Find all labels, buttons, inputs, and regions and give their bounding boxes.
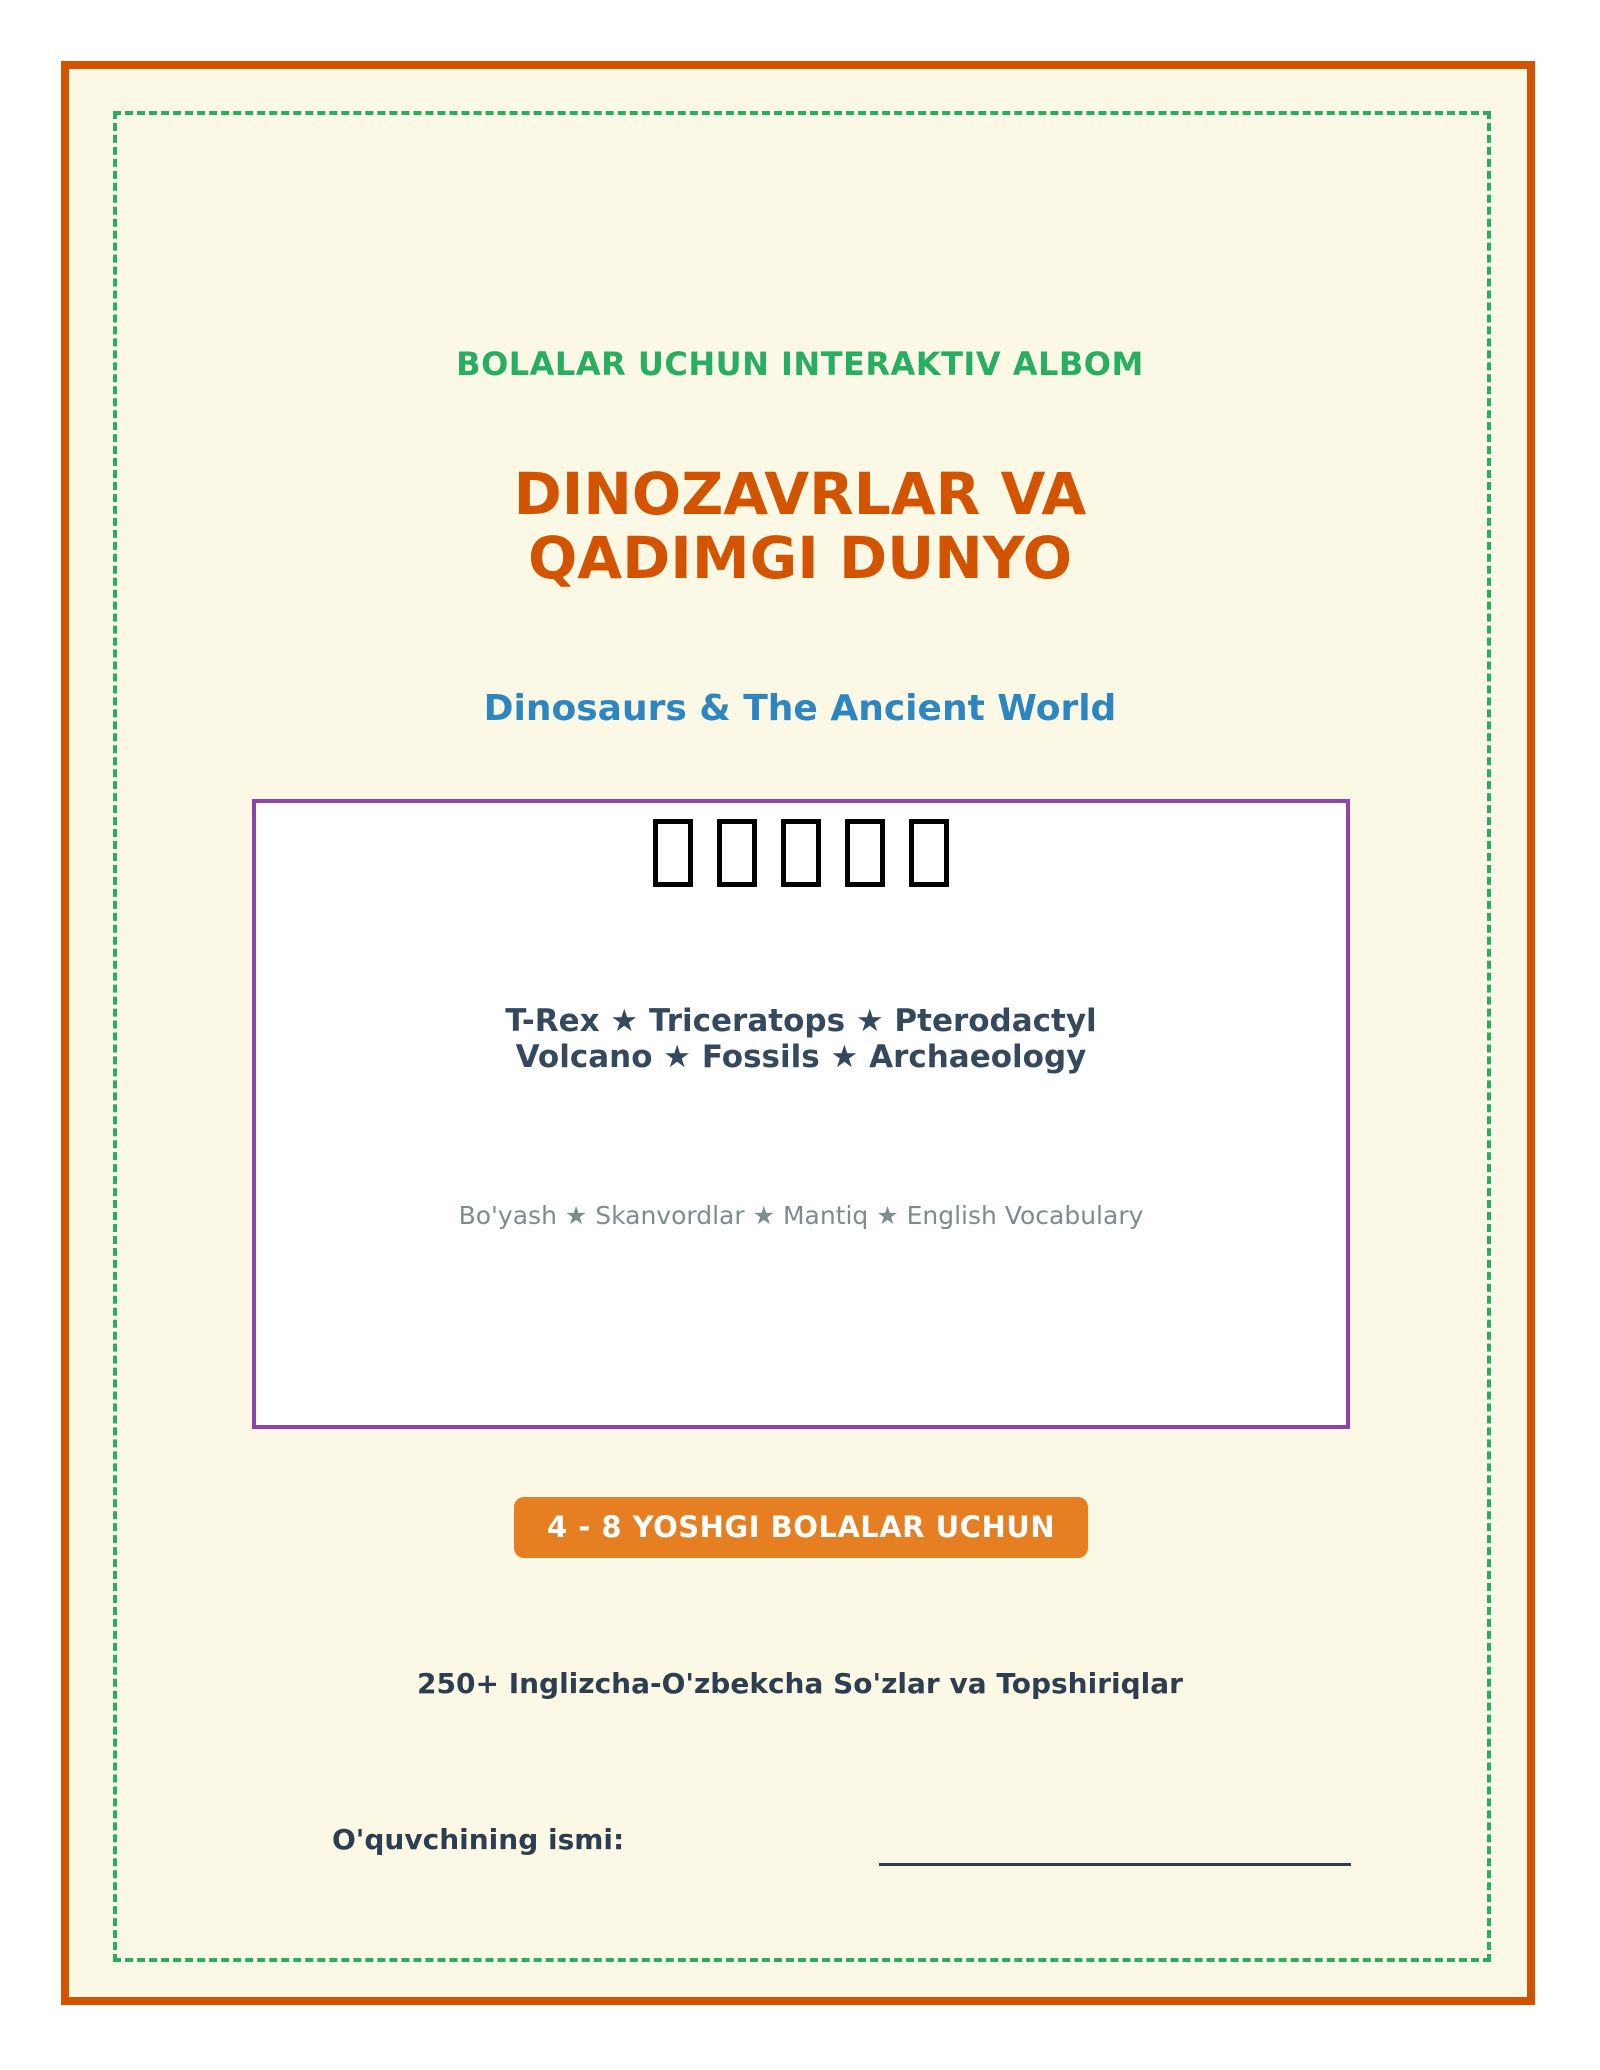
topics-line-1: T-Rex ★ Triceratops ★ Pterodactyl — [505, 1003, 1097, 1039]
cover-title — [0, 462, 1600, 590]
missing-glyph-icon — [845, 819, 885, 887]
missing-glyph-icon — [909, 819, 949, 887]
cover-kicker: BOLALAR UCHUN INTERAKTIV ALBOM — [456, 345, 1144, 383]
cover-subtitle: Dinosaurs & The Ancient World — [483, 688, 1117, 729]
missing-glyph-icon — [717, 819, 757, 887]
topics-list — [256, 1003, 1346, 1075]
missing-glyph-icon — [653, 819, 693, 887]
cover-title-line-2: QADIMGI DUNYO — [527, 524, 1073, 592]
missing-glyph-icon — [781, 819, 821, 887]
feature-box — [252, 799, 1350, 1429]
student-name-write-line[interactable] — [879, 1863, 1351, 1866]
dinosaur-emoji-row — [256, 819, 1346, 887]
topics-line-2: Volcano ★ Fossils ★ Archaeology — [515, 1039, 1087, 1075]
cover-title-line-1: DINOZAVRLAR VA — [513, 460, 1087, 528]
age-badge: 4 - 8 YOSHGI BOLALAR UCHUN — [514, 1497, 1088, 1558]
vocabulary-count-line: 250+ Inglizcha-O'zbekcha So'zlar va Topshiriqlar — [417, 1667, 1183, 1700]
activities-list: Bo'yash ★ Skanvordlar ★ Mantiq ★ English Vocabulary — [458, 1201, 1144, 1230]
student-name-label: O'quvchining ismi: — [332, 1823, 625, 1856]
